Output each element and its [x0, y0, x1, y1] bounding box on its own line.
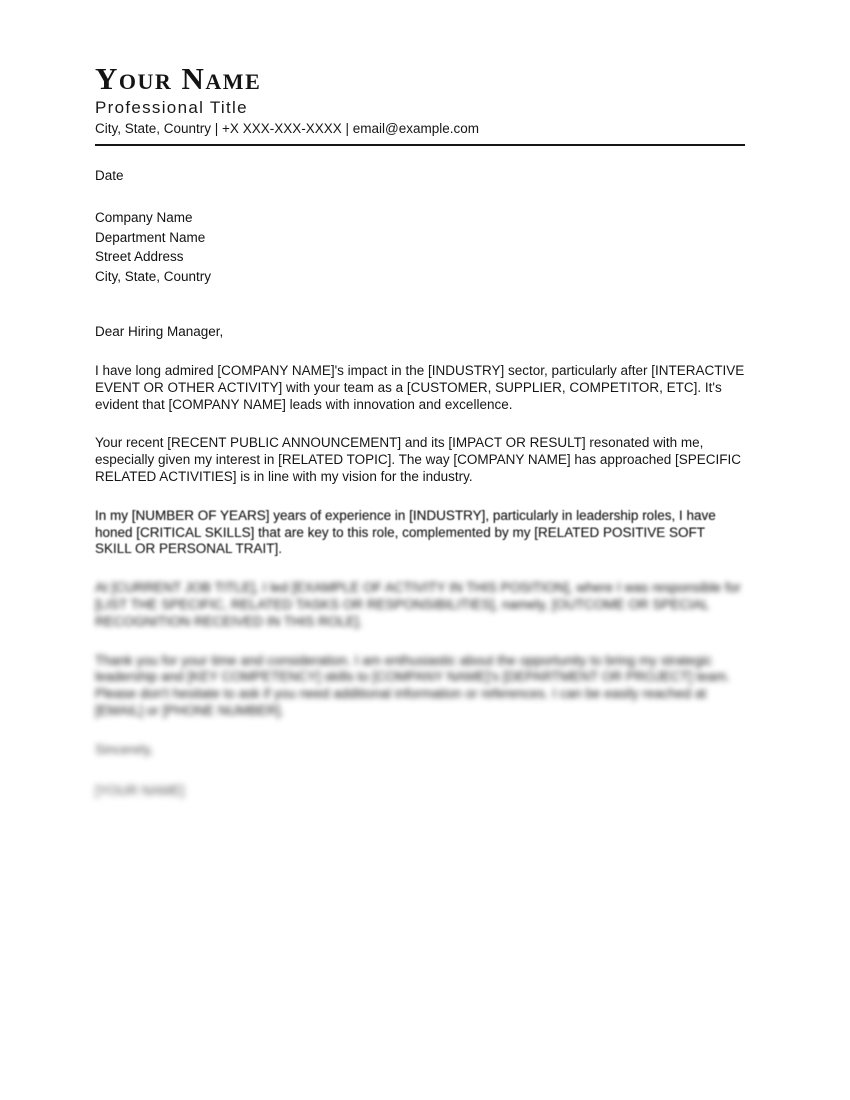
recipient-block: [95, 208, 745, 286]
recipient-company: Company Name: [95, 210, 193, 225]
body-paragraph-3-faded: In my [NUMBER OF YEARS] years of experience in [INDUSTRY], particularly in leadership roles, I have honed [CRITICAL SKILLS] that are key to this role, complemented by my [RELATED POSITIVE SOFT SKILL OR PERSONAL TRAIT].: [95, 508, 745, 558]
recipient-city: City, State, Country: [95, 268, 212, 284]
recipient-street: Street Address: [95, 249, 184, 264]
body-paragraph-1: I have long admired [COMPANY NAME]'s impact in the [INDUSTRY] sector, particularly after [INTERACTIVE EVENT OR OTHER ACTIVITY] with your team as a [CUSTOMER, SUPPLIER, COMPETITOR, ETC]. It's evident that [COMPANY NAME] leads with innovation and excellence.: [95, 363, 745, 412]
body-paragraph-4-blurred: At [CURRENT JOB TITLE], I led [EXAMPLE OF ACTIVITY IN THIS POSITION], where I was responsible for [LIST THE SPECIFIC, RELATED TASKS OR RESPONSIBILITIES], namely, [OUTCOME OR SPECIAL RECOGNITION RECEIVED IN THIS ROLE].: [95, 580, 741, 629]
date-line: Date: [95, 168, 124, 183]
author-name: Your Name: [95, 61, 262, 96]
recipient-department: Department Name: [95, 229, 206, 245]
professional-title: Professional Title: [95, 98, 248, 117]
header-divider: [95, 144, 745, 146]
signature-placeholder: [YOUR NAME]: [95, 782, 185, 798]
greeting: Dear Hiring Manager,: [95, 324, 224, 339]
closing-salutation: Sincerely,: [95, 741, 154, 757]
body-paragraph-5-blurred: Thank you for your time and consideration. I am enthusiastic about the opportunity to bring my strategic leadership and [KEY COMPETENCY] skills to [COMPANY NAME]'s [DEPARTMENT OR PROJECT] team. Please don't hesitate to ask if you need additional information or references. I can be easily reached at [EMAIL] or [PHONE NUMBER].: [95, 652, 730, 718]
contact-line: City, State, Country | +X XXX-XXX-XXXX | email@example.com: [95, 121, 479, 136]
body-paragraph-2: Your recent [RECENT PUBLIC ANNOUNCEMENT] and its [IMPACT OR RESULT] resonated with me, especially given my interest in [RELATED TOPIC]. The way [COMPANY NAME] has approached [SPECIFIC RELATED ACTIVITIES] is in line with my vision for the industry.: [95, 435, 741, 484]
